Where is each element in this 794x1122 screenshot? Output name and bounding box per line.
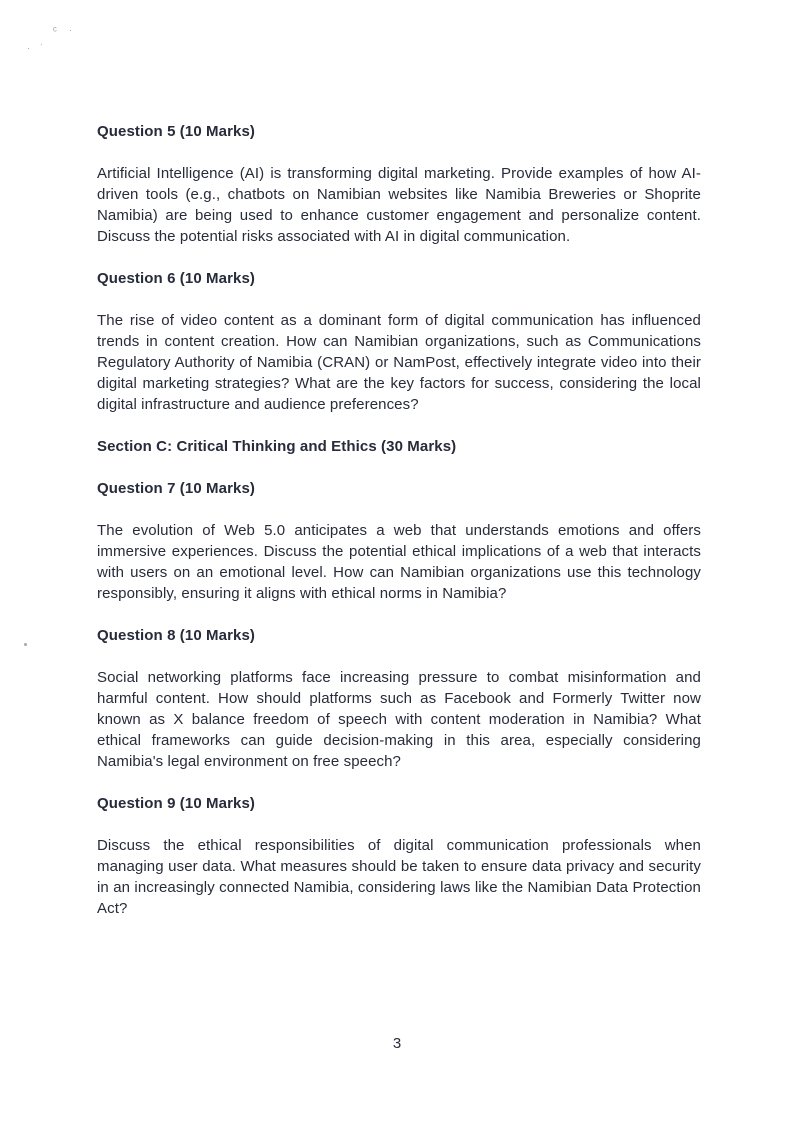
- document-page: [97, 121, 701, 940]
- question-5-body: Artificial Intelligence (AI) is transforming digital marketing. Provide examples of how AI-driven tools (e.g., chatbots on Namibian websites like Namibia Breweries or Shoprite Namibia) are being used to enhance customer engagement and personalize content. Discuss the potential risks associated with AI in digital communication.: [97, 165, 701, 245]
- pencil-mark: ·: [69, 25, 72, 35]
- pencil-mark: ᶜ: [53, 25, 57, 37]
- question-7-heading: Question 7 (10 Marks): [97, 480, 255, 497]
- question-8-heading: Question 8 (10 Marks): [97, 627, 255, 644]
- question-6-heading: Question 6 (10 Marks): [97, 270, 255, 287]
- pencil-scan-marks: [0, 0, 120, 70]
- pencil-mark: ·: [27, 43, 30, 53]
- section-c-heading: Section C: Critical Thinking and Ethics (30 Marks): [97, 438, 457, 455]
- question-8-body: Social networking platforms face increasing pressure to combat misinformation and harmful content. How should platforms such as Facebook and Formerly Twitter now known as X balance freedom of speech with content moderation in Namibia? What ethical frameworks can guide decision-making in this area, especially considering Namibia's legal environment on free speech?: [97, 669, 701, 770]
- question-7-body: The evolution of Web 5.0 anticipates a web that understands emotions and offers immersive experiences. Discuss the potential ethical implications of a web that interacts with users on an emotional level. How can Namibian organizations use this technology responsibly, ensuring it aligns with ethical norms in Namibia?: [97, 522, 701, 602]
- question-9-heading: Question 9 (10 Marks): [97, 795, 255, 812]
- scan-speck: [24, 643, 27, 646]
- question-6-body: The rise of video content as a dominant form of digital communication has influenced trends in content creation. How can Namibian organizations, such as Communications Regulatory Authority of Namibia (CRAN) or NamPost, effectively integrate video into their digital marketing strategies? What are the key factors for success, considering the local digital infrastructure and audience preferences?: [97, 312, 701, 413]
- page-number: 3: [392, 1035, 402, 1052]
- question-5-heading: Question 5 (10 Marks): [97, 123, 255, 140]
- pencil-mark: ˒: [40, 38, 43, 48]
- question-9-body: Discuss the ethical responsibilities of digital communication professionals when managing user data. What measures should be taken to ensure data privacy and security in an increasingly connected Namibia, considering laws like the Namibian Data Protection Act?: [97, 837, 701, 917]
